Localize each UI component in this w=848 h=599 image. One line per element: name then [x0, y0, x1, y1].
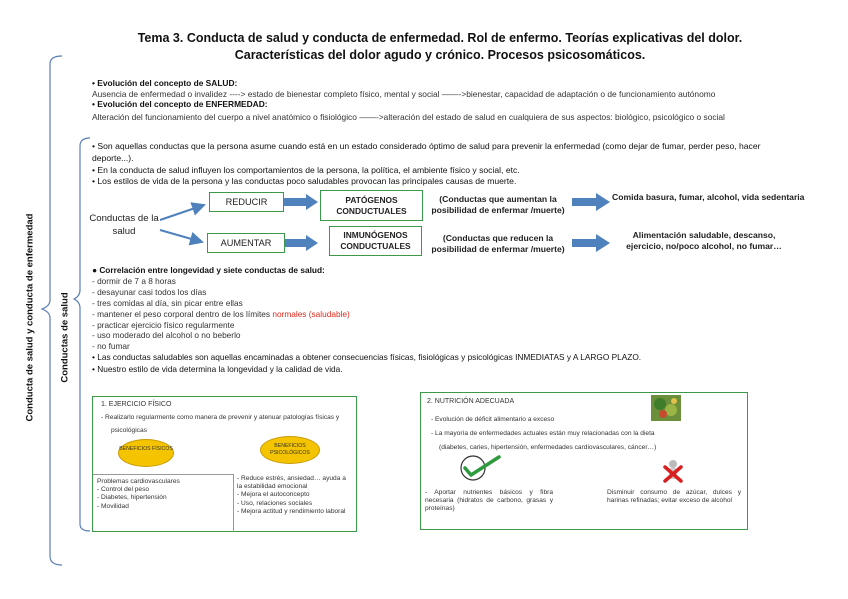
correlation-bullet-b: • Nuestro estilo de vida determina la longevidad y la calidad de vida.	[92, 364, 343, 375]
highlight-normales: normales (saludable)	[272, 308, 350, 319]
list-item: - Uso, relaciones sociales	[237, 499, 313, 507]
panel-nutrition	[420, 392, 748, 530]
list-item: Problemas cardiovasculares	[97, 478, 180, 485]
side-label-inner: Conductas de salud	[59, 292, 71, 383]
correlation-item: - no fumar	[92, 341, 130, 352]
correlation-heading: ● Correlación entre longevidad y siete conductas de salud:	[92, 265, 325, 275]
exercise-title: 1. EJERCICIO FÍSICO	[101, 401, 172, 408]
correlation-item: - dormir de 7 a 8 horas	[92, 275, 176, 286]
patogenos-examples: Comida basura, fumar, alcohol, vida sedentaria	[612, 192, 805, 202]
exercise-intro-a: - Realizarlo regularmente como manera de prevenir y atenuar patologías físicas y	[101, 414, 340, 421]
conductas-bullet-1b: deporte...).	[92, 152, 134, 163]
conductas-bullet-2: • En la conducta de salud influyen los comportamientos de la persona, la política, el ambiente físico y social, etc.	[92, 164, 520, 175]
list-item: - Control del peso	[97, 486, 150, 494]
inmunogenos-desc: (Conductas que reducen la posibilidad de enfermar /muerte)	[431, 233, 565, 254]
block-arrow-1	[284, 194, 318, 210]
nutrition-good: - Aportar nutrientes básicos y fibra necesaria (hidratos de carbono, grasas y proteínas)	[425, 489, 553, 513]
nutrition-title: 2. NUTRICIÓN ADECUADA	[427, 398, 515, 405]
exercise-intro-b: psicológicas	[111, 427, 147, 434]
title-line-1: Tema 3. Conducta de salud y conducta de enfermedad. Rol de enfermo. Teorías explicativas del dolor.	[137, 31, 743, 45]
arrow-to-aumentar	[160, 230, 202, 242]
block-arrow-3	[572, 193, 610, 211]
correlation-bullet-a: • Las conductas saludables son aquellas encaminadas a obtener consecuencias físicas, fisiológicas y psicológicas INMEDIATAS y A LARGO PLAZO.	[92, 352, 642, 363]
list-item: la estabilidad emocional	[237, 483, 308, 491]
list-item: - Mejora el autoconcepto	[237, 491, 310, 499]
enfermedad-heading: • Evolución del concepto de ENFERMEDAD:	[92, 99, 268, 110]
check-icon	[459, 455, 505, 481]
side-label-outer: Conducta de salud y conducta de enfermedad	[24, 213, 36, 422]
nutrition-line-2: - La mayoría de enfermedades actuales están muy relacionadas con la dieta	[431, 430, 655, 437]
list-item: - Reduce estrés, ansiedad… ayuda a	[237, 475, 346, 482]
correlation-item: - uso moderado del alcohol o no beberlo	[92, 330, 241, 341]
correlation-item-weight	[92, 309, 641, 320]
inmunogenos-examples: Alimentación saludable, descanso, ejercicio, no/poco alcohol, no fumar…	[626, 230, 782, 251]
list-item: - Diabetes, hipertensión	[97, 494, 167, 502]
exercise-left-cell	[93, 474, 234, 532]
panel-exercise	[92, 396, 357, 532]
correlation-item: - mantener el peso corporal dentro de los límites	[92, 308, 271, 319]
nutrition-line-3: (diabetes, caries, hipertensión, enfermedades cardiovasculares, cáncer…)	[439, 444, 657, 451]
correlation-section	[92, 265, 641, 375]
conductas-bullet-3: • Los estilos de vida de la persona y las conductas poco saludables provocan las principales causas de muerte.	[92, 176, 517, 187]
patogenos-desc: (Conductas que aumentan la posibilidad de enfermar /muerte)	[431, 194, 565, 215]
oval-psicologicos: BENEFICIOS PSICOLÓGICOS	[260, 436, 320, 464]
nutrition-line-1: - Evolución de déficit alimentario a exceso	[431, 416, 555, 423]
enfermedad-text: Alteración del funcionamiento del cuerpo a nivel anatómico o fisiológico ——->alteración del estado de salud en cualquiera de sus aspectos: biológico, psicológico o social	[92, 111, 725, 122]
list-item: - Movilidad	[97, 502, 129, 510]
salud-heading: • Evolución del concepto de SALUD:	[92, 78, 238, 88]
reducir-box: REDUCIR	[209, 192, 284, 212]
inmunogenos-box: INMUNÓGENOS CONDUCTUALES	[329, 226, 422, 256]
patogenos-box: PATÓGENOS CONDUCTUALES	[320, 190, 423, 221]
nutrition-bad: Disminuir consumo de azúcar, dulces y harinas refinadas; evitar exceso de alcohol	[607, 489, 741, 505]
correlation-item: - tres comidas al día, sin picar entre ellas	[92, 297, 243, 308]
food-image-icon	[651, 395, 681, 421]
correlation-item: - desayunar casi todos los días	[92, 286, 207, 297]
cross-figure-icon	[661, 459, 685, 485]
aumentar-box: AUMENTAR	[207, 233, 285, 253]
block-arrow-2	[284, 235, 318, 251]
conductas-bullet-1a: • Son aquellas conductas que la persona asume cuando está en un estado considerado óptimo de salud para prevenir la enfermedad (como dejar de fumar, perder peso, hacer	[92, 141, 761, 151]
diagram-source-label: Conductas de la salud	[89, 213, 159, 237]
salud-text: Ausencia de enfermedad o invalidez ----> estado de bienestar completo físico, mental y social ——->bienestar, capacidad de adaptación o de funcionamiento autónomo	[92, 88, 716, 99]
block-arrow-4	[572, 234, 610, 252]
title-line-2: Características del dolor agudo y crónico. Procesos psicosomáticos.	[234, 48, 646, 62]
correlation-item: - practicar ejercicio físico regularmente	[92, 319, 235, 330]
arrow-to-reducir	[160, 205, 204, 220]
list-item: - Mejora actitud y rendimiento laboral	[237, 507, 346, 515]
exercise-right-list	[237, 475, 355, 516]
oval-fisicos: BENEFICIOS FÍSICOS	[118, 439, 174, 467]
exercise-left-list	[93, 475, 233, 514]
